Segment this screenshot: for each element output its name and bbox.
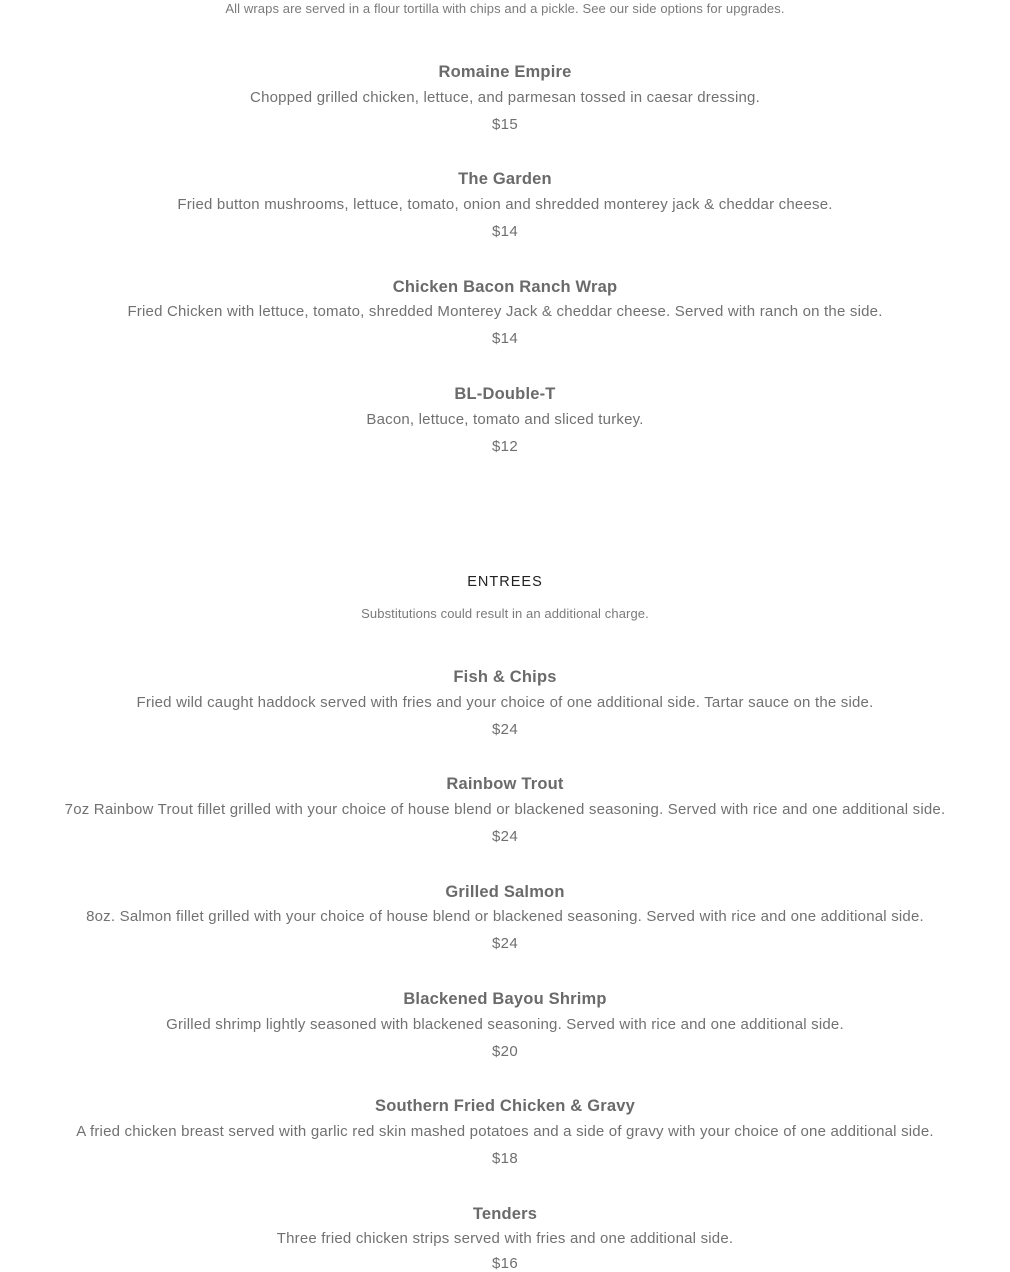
menu-item-name: Fish & Chips xyxy=(453,668,557,686)
menu-item-price: $24 xyxy=(492,828,518,845)
menu-item-name: Rainbow Trout xyxy=(446,775,564,793)
menu-item-name: Romaine Empire xyxy=(438,63,572,81)
section-heading-entrees: ENTREES xyxy=(467,574,543,590)
menu-item-name: Chicken Bacon Ranch Wrap xyxy=(392,278,618,296)
menu-item-price: $14 xyxy=(492,223,518,240)
menu-item-description: Fried Chicken with lettuce, tomato, shredded Monterey Jack & cheddar cheese. Served with ranch on the side. xyxy=(127,303,883,320)
menu-item-name: Southern Fried Chicken & Gravy xyxy=(375,1097,635,1115)
entrees-note: Substitutions could result in an additional charge. xyxy=(361,606,649,621)
menu-item-price: $12 xyxy=(492,438,518,455)
menu-item-description: Fried button mushrooms, lettuce, tomato, onion and shredded monterey jack & cheddar cheese. xyxy=(177,196,833,213)
menu-item-name: BL-Double-T xyxy=(454,385,556,403)
menu-item-price: $16 xyxy=(492,1255,518,1272)
wraps-note: All wraps are served in a flour tortilla with chips and a pickle. See our side options for upgrades. xyxy=(225,1,785,16)
menu-item-price: $24 xyxy=(492,721,518,738)
menu-item-description: 8oz. Salmon fillet grilled with your choice of house blend or blackened seasoning. Served with rice and one additional side. xyxy=(86,908,924,925)
menu-item-price: $15 xyxy=(492,116,518,133)
menu-item-description: Three fried chicken strips served with fries and one additional side. xyxy=(276,1230,734,1247)
menu-item-price: $18 xyxy=(492,1150,518,1167)
menu-item-description: Chopped grilled chicken, lettuce, and parmesan tossed in caesar dressing. xyxy=(250,89,760,106)
menu-item-name: Tenders xyxy=(472,1205,538,1223)
menu-item-description: Fried wild caught haddock served with fries and your choice of one additional side. Tartar sauce on the side. xyxy=(136,694,874,711)
menu-item-name: Grilled Salmon xyxy=(445,883,565,901)
menu-item-description: Bacon, lettuce, tomato and sliced turkey. xyxy=(366,411,644,428)
menu-item-description: 7oz Rainbow Trout fillet grilled with your choice of house blend or blackened seasoning. Served with rice and one additional side. xyxy=(64,801,946,818)
menu-item-price: $24 xyxy=(492,935,518,952)
menu-item-price: $20 xyxy=(492,1043,518,1060)
menu-item-name: Blackened Bayou Shrimp xyxy=(403,990,607,1008)
menu-item-description: A fried chicken breast served with garlic red skin mashed potatoes and a side of gravy with your choice of one additional side. xyxy=(76,1123,934,1140)
menu-item-price: $14 xyxy=(492,330,518,347)
menu-item-name: The Garden xyxy=(458,170,552,188)
menu-item-description: Grilled shrimp lightly seasoned with blackened seasoning. Served with rice and one additional side. xyxy=(166,1016,844,1033)
